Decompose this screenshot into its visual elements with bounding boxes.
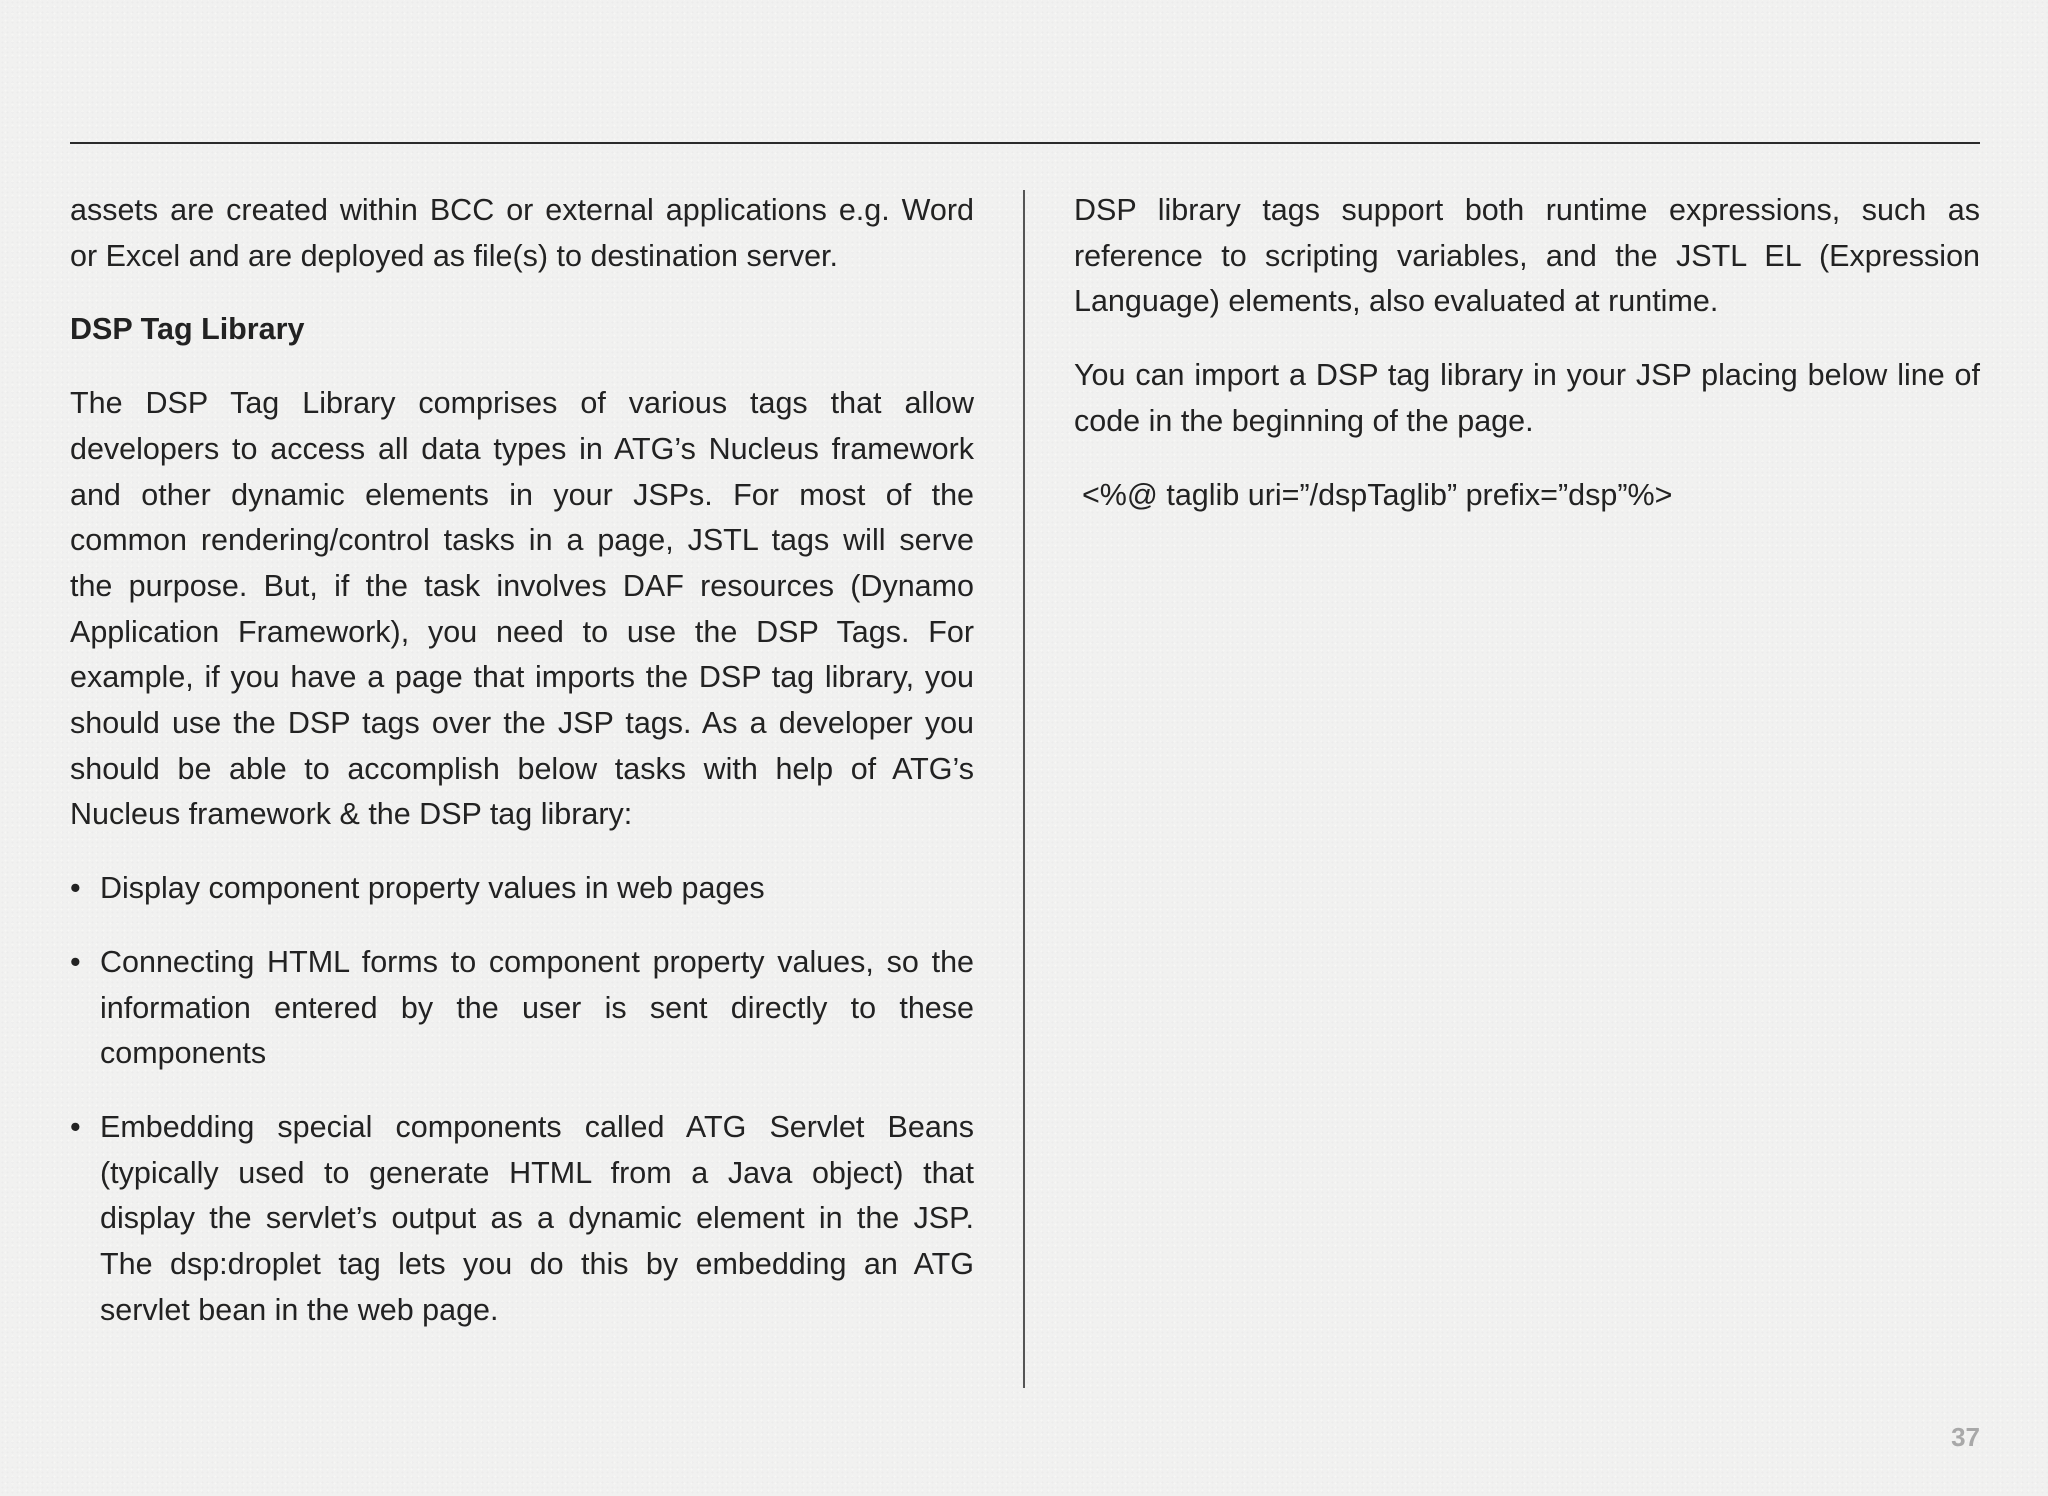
- code-snippet: <%@ taglib uri=”/dspTaglib” prefix=”dsp”%>: [1082, 477, 1673, 512]
- section-heading: DSP Tag Library: [70, 312, 305, 347]
- bullet-icon: •: [70, 1109, 81, 1144]
- list-item-text: Display component property values in web pages: [100, 871, 765, 906]
- header-rule: [70, 142, 1980, 144]
- list-item: [70, 940, 974, 1077]
- import-paragraph: You can import a DSP tag library in your JSP placing below line of code in the beginning of the page.: [1074, 358, 1980, 438]
- column-divider: [1023, 190, 1025, 1388]
- right-column: [1074, 188, 1980, 546]
- list-item-text: Embedding special components called ATG Servlet Beans (typically used to generate HTML from a Java object) that display the servlet’s output as a dynamic element in the JSP. The dsp:droplet tag lets you do this by embedding an ATG servlet bean in the web page.: [100, 1109, 974, 1327]
- body-paragraph: The DSP Tag Library comprises of various tags that allow developers to access all data types in ATG’s Nucleus framework and other dynamic elements in your JSPs. For most of the common rendering/control tasks in a page, JSTL tags will serve the purpose. But, if the task involves DAF resources (Dynamo Application Framework), you need to use the DSP Tags. For example, if you have a page that imports the DSP tag library, you should use the DSP tags over the JSP tags. As a developer you should be able to accomplish below tasks with help of ATG’s Nucleus framework & the DSP tag library:: [70, 386, 974, 832]
- intro-paragraph: assets are created within BCC or external applications e.g. Word or Excel and are deployed as file(s) to destination server.: [70, 193, 974, 273]
- runtime-paragraph: DSP library tags support both runtime expressions, such as reference to scripting variables, and the JSTL EL (Expression Language) elements, also evaluated at runtime.: [1074, 193, 1980, 319]
- list-item: [70, 866, 974, 912]
- task-list: [70, 866, 974, 1333]
- bullet-icon: •: [70, 871, 81, 906]
- list-item-text: Connecting HTML forms to component property values, so the information entered by the user is sent directly to these components: [100, 944, 974, 1071]
- bullet-icon: •: [70, 944, 81, 979]
- left-column: [70, 188, 974, 1361]
- page-number: 37: [1951, 1422, 1980, 1452]
- list-item: [70, 1105, 974, 1334]
